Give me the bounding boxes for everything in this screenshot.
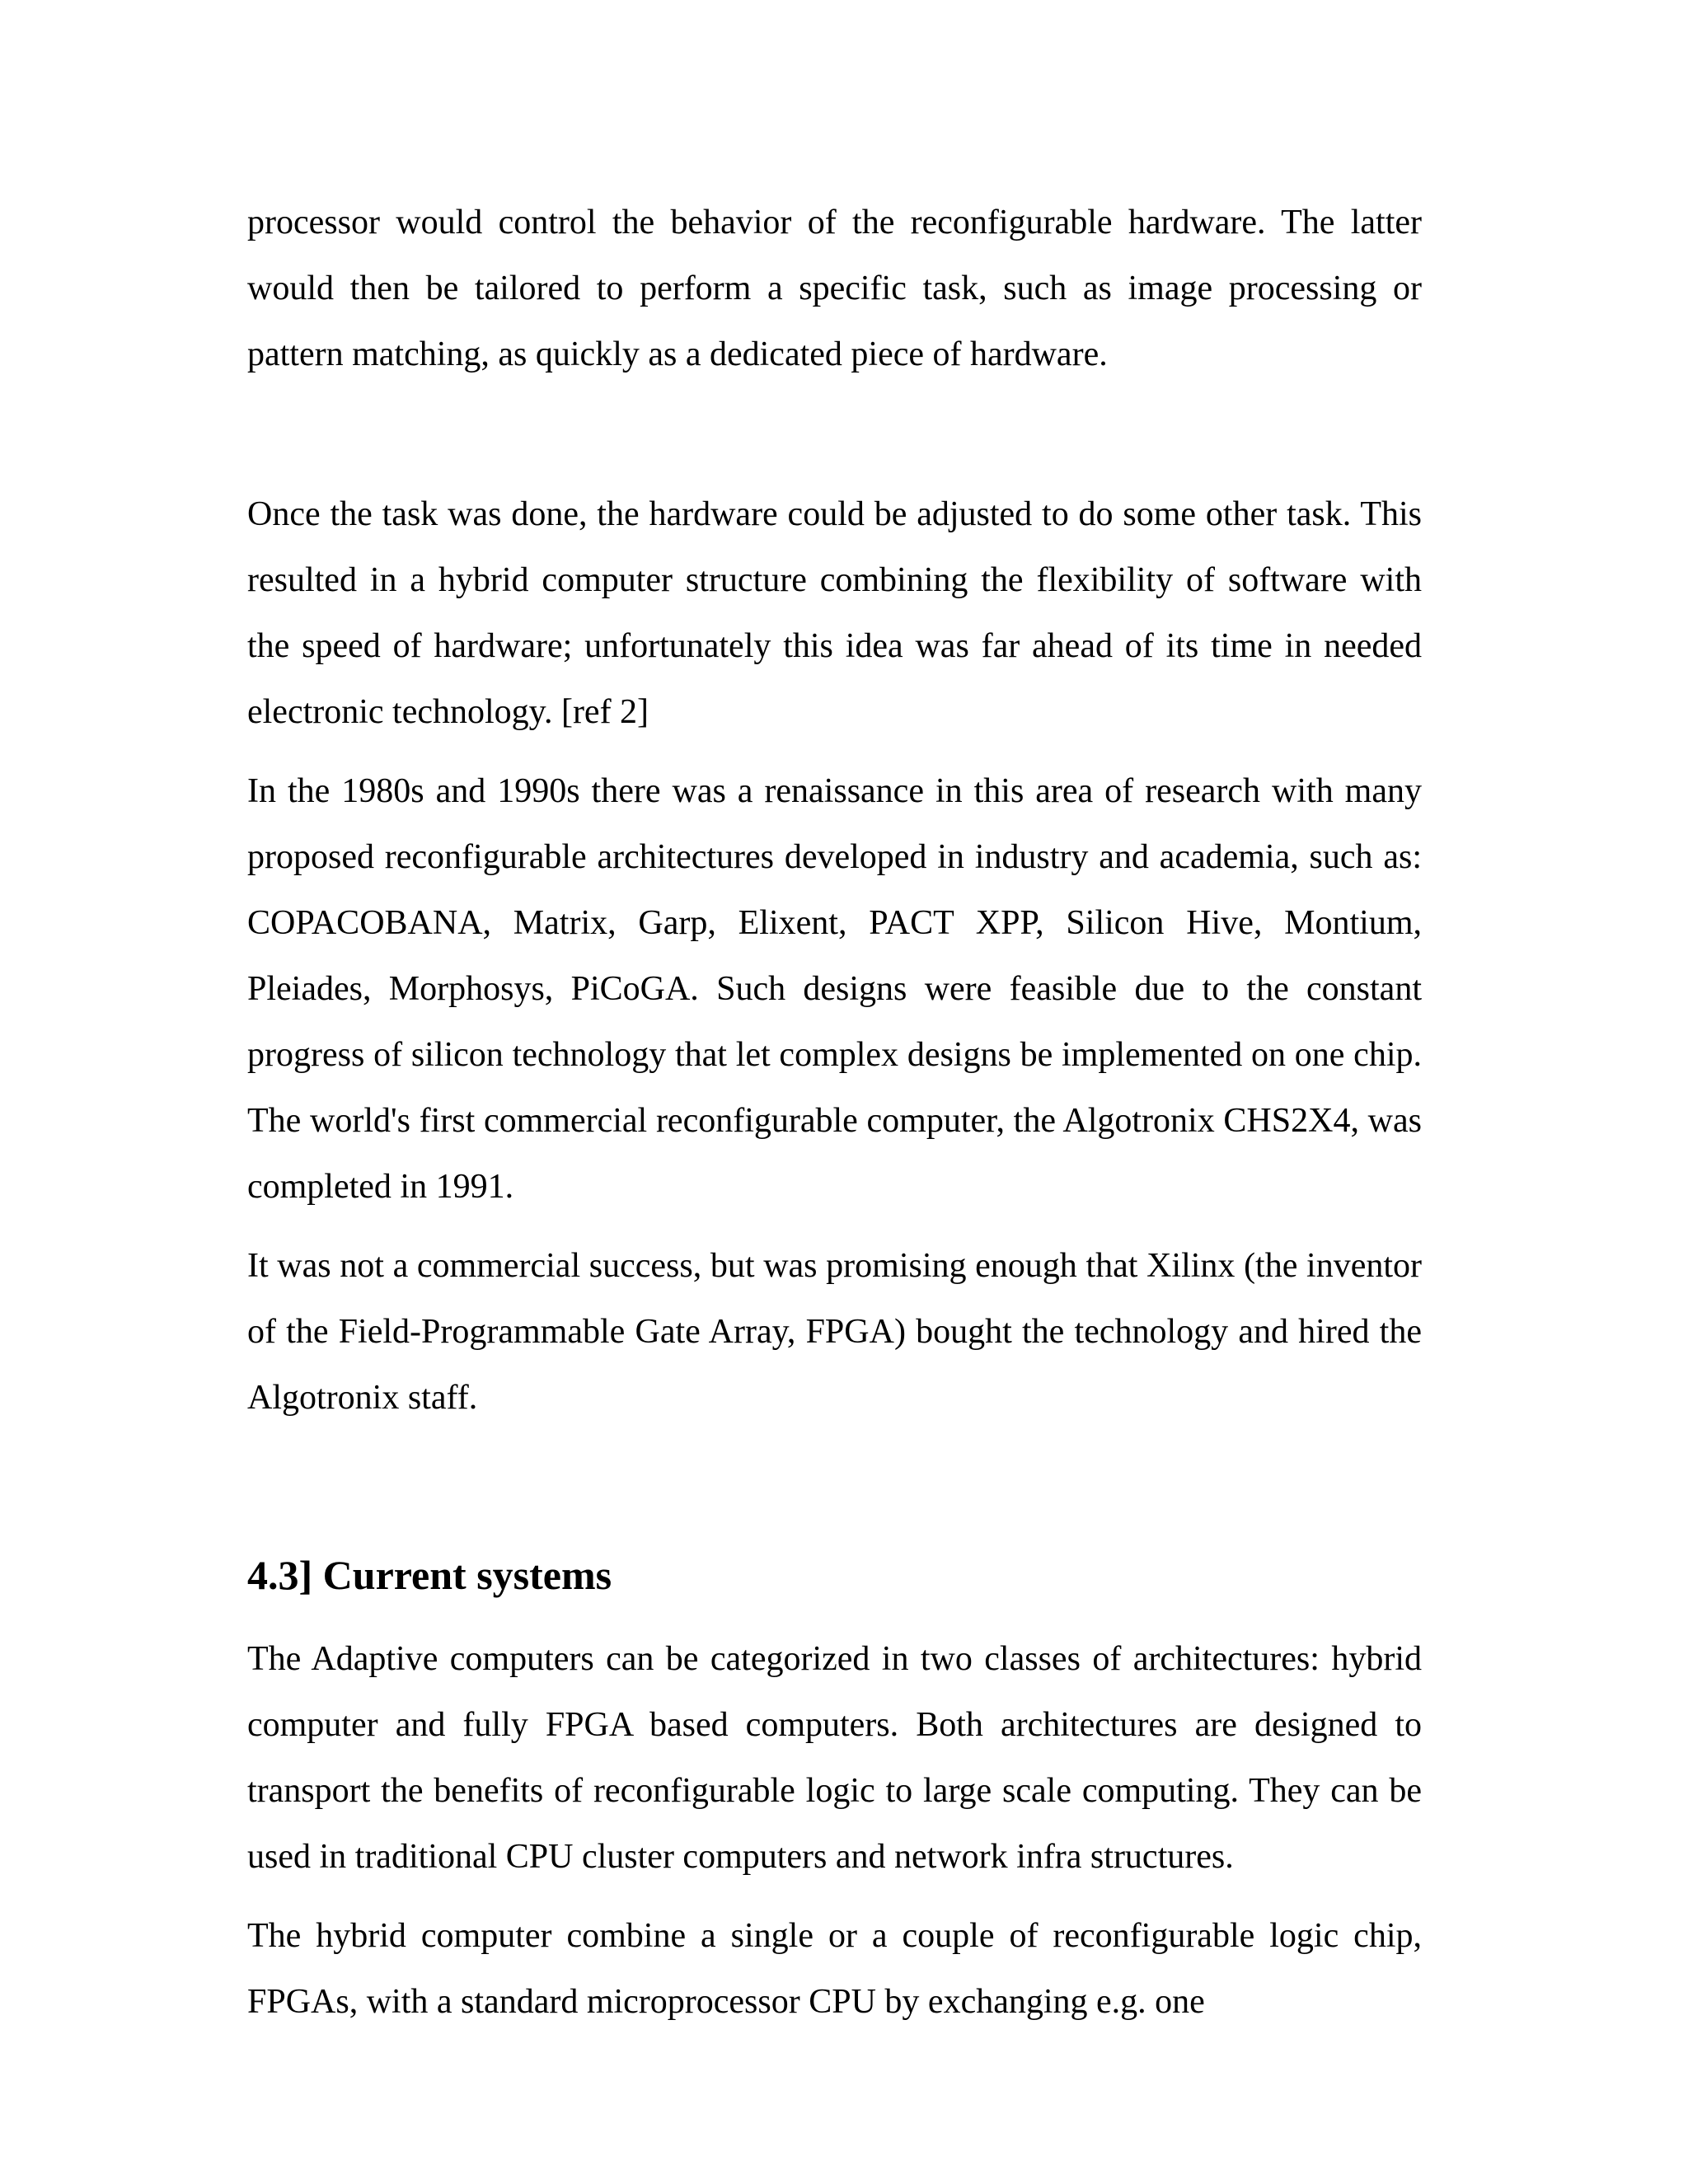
paragraph-renaissance: In the 1980s and 1990s there was a renaissance in this area of research with many proposed reconfigurable architectures developed in industry and academia, such as: COPACOBANA, Matrix, Garp, Elixent, PACT XPP, Silicon Hive, Montium, Pleiades, Morphosys, PiCoGA. Such designs were feasible due to the constant progress of silicon technology that let complex designs be implemented on one chip. The world's first commercial reconfigurable computer, the Algotronix CHS2X4, was completed in 1991. [247, 772, 1422, 1206]
section-heading-current-systems: 4.3] Current systems [247, 1552, 612, 1598]
paragraph-reconfigurable-hardware-intro: processor would control the behavior of the reconfigurable hardware. The latter would then be tailored to perform a specific task, such as image processing or pattern matching, as quickly as a dedicated piece of hardware. [247, 204, 1422, 373]
paragraph-hybrid-structure: Once the task was done, the hardware could be adjusted to do some other task. This resulted in a hybrid computer structure combining the flexibility of software with the speed of hardware; unfortunately this idea was far ahead of its time in needed electronic technology. [ref 2] [247, 495, 1422, 731]
document-page [247, 190, 1422, 2035]
paragraph-xilinx: It was not a commercial success, but was promising enough that Xilinx (the inventor of the Field-Programmable Gate Array, FPGA) bought the technology and hired the Algotronix staff. [247, 1247, 1422, 1417]
paragraph-hybrid-computer: The hybrid computer combine a single or a couple of reconfigurable logic chip, FPGAs, with a standard microprocessor CPU by exchanging e.g. one [247, 1917, 1422, 2021]
paragraph-adaptive-computers: The Adaptive computers can be categorized in two classes of architectures: hybrid computer and fully FPGA based computers. Both architectures are designed to transport the benefits of reconfigurable logic to large scale computing. They can be used in traditional CPU cluster computers and network infra structures. [247, 1640, 1422, 1876]
